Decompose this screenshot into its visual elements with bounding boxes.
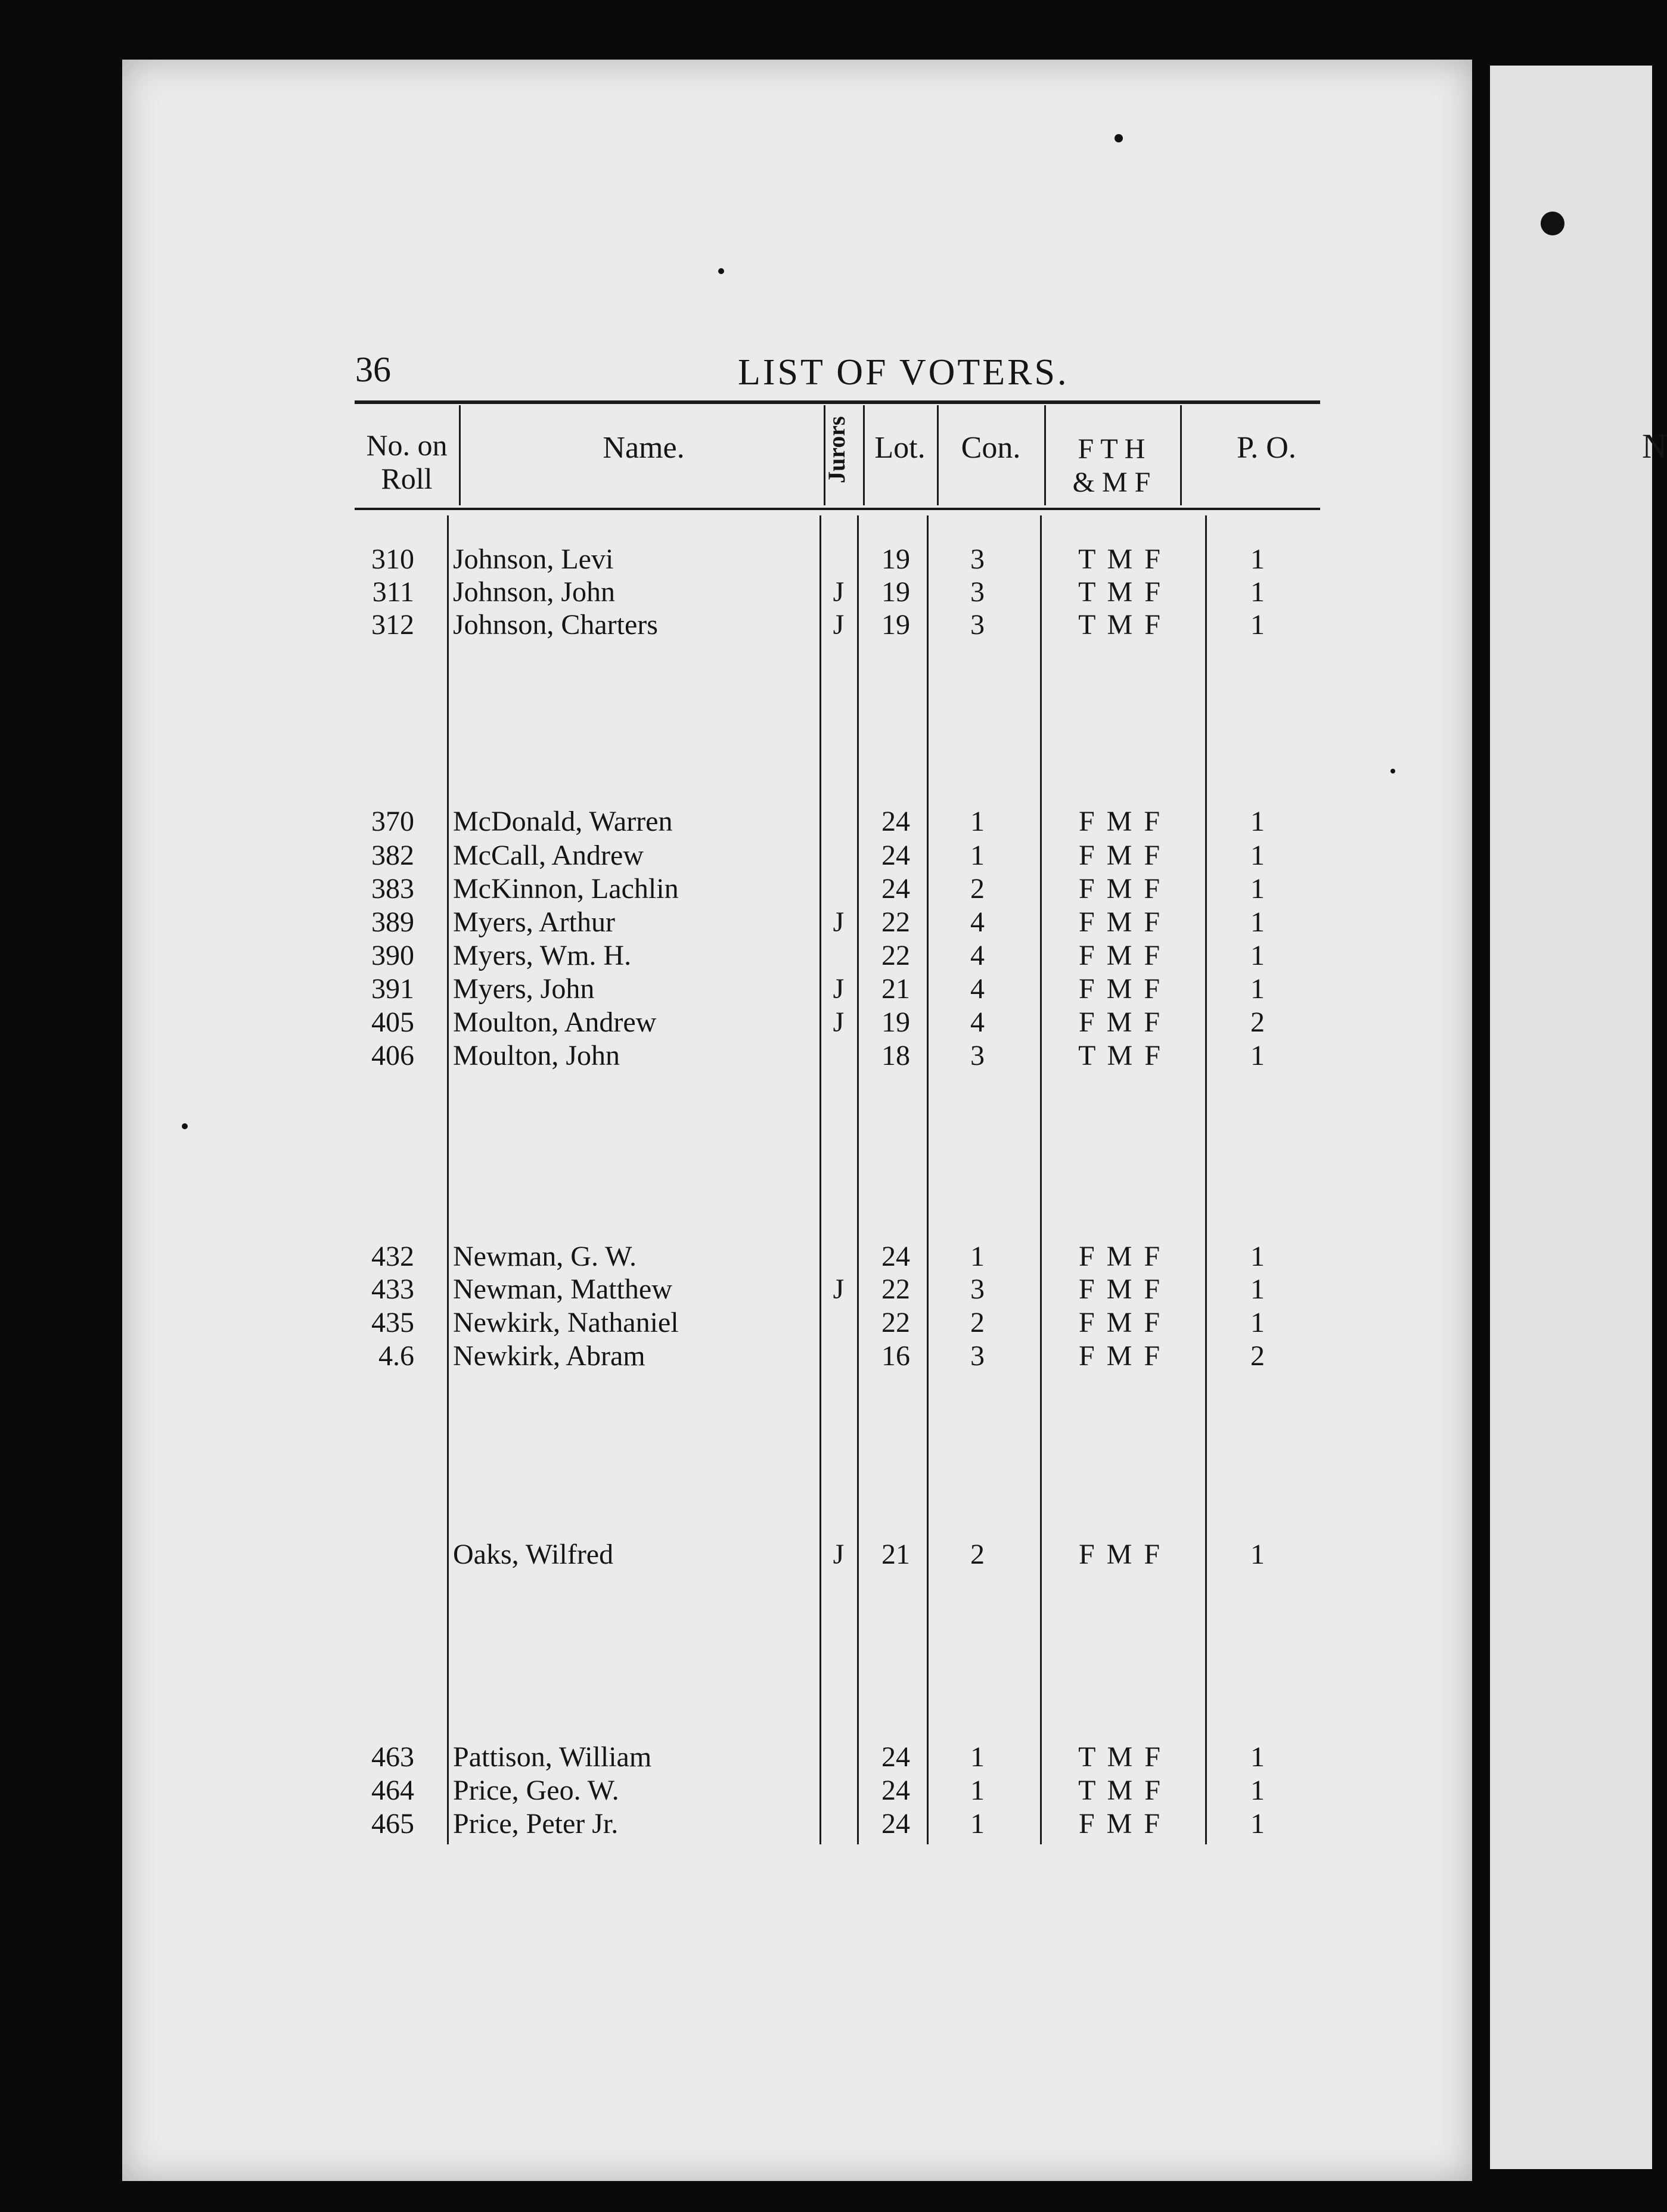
con-number: 1 (970, 1741, 985, 1773)
ftmhf-code: F M F (1078, 1241, 1163, 1272)
header-jurors: Jurors (823, 416, 850, 484)
juror-mark: J (833, 609, 845, 641)
lot-number: 21 (881, 1539, 910, 1570)
voter-name: McCall, Andrew (453, 840, 644, 871)
voter-name: Oaks, Wilfred (453, 1539, 614, 1570)
con-number: 3 (970, 576, 985, 608)
con-number: 1 (970, 1775, 985, 1806)
con-number: 3 (970, 1040, 985, 1071)
voter-name: Price, Peter Jr. (453, 1808, 619, 1840)
roll-number: 405 (371, 1006, 414, 1038)
body-column-rule (927, 515, 929, 1844)
roll-number: 391 (371, 973, 414, 1005)
lot-number: 22 (881, 906, 910, 938)
roll-number: 383 (371, 873, 414, 905)
roll-number: 432 (371, 1241, 414, 1272)
roll-number: 311 (372, 576, 414, 608)
header-column-rule (1044, 405, 1046, 505)
po-number: 1 (1250, 873, 1265, 905)
roll-number: 463 (371, 1741, 414, 1773)
ftmhf-code: F M F (1078, 873, 1163, 905)
lot-number: 21 (881, 973, 910, 1005)
po-number: 2 (1250, 1340, 1265, 1372)
juror-mark: J (833, 1006, 845, 1038)
voter-name: Newkirk, Nathaniel (453, 1307, 679, 1338)
con-number: 1 (970, 1808, 985, 1840)
header-column-rule (459, 405, 461, 505)
body-column-rule (1040, 515, 1042, 1844)
voter-name: Price, Geo. W. (453, 1775, 619, 1806)
lot-number: 19 (881, 576, 910, 608)
lot-number: 24 (881, 1241, 910, 1272)
header-column-rule (1180, 405, 1182, 505)
roll-number: 433 (371, 1273, 414, 1305)
voter-name: Johnson, John (453, 576, 616, 608)
voter-name: Myers, Arthur (453, 906, 615, 938)
roll-number: 310 (371, 543, 414, 575)
po-number: 1 (1250, 1040, 1265, 1071)
lot-number: 16 (881, 1340, 910, 1372)
header-name: Name. (603, 431, 685, 465)
juror-mark: J (833, 1273, 845, 1305)
speck (1115, 134, 1123, 142)
roll-number: 464 (371, 1775, 414, 1806)
con-number: 4 (970, 1006, 985, 1038)
voter-name: Newman, Matthew (453, 1273, 672, 1305)
roll-number: 370 (371, 806, 414, 837)
page-number: 36 (355, 350, 391, 389)
ftmhf-code: F M F (1078, 973, 1163, 1005)
po-number: 1 (1250, 840, 1265, 871)
voter-name: Newkirk, Abram (453, 1340, 645, 1372)
con-number: 1 (970, 1241, 985, 1272)
lot-number: 19 (881, 543, 910, 575)
roll-number: 390 (371, 940, 414, 971)
ftmhf-code: T M F (1078, 609, 1163, 641)
roll-number: 4.6 (378, 1340, 414, 1372)
ftmhf-code: T M F (1078, 576, 1163, 608)
header-po: P. O. (1237, 431, 1296, 465)
lot-number: 24 (881, 806, 910, 837)
lot-number: 18 (881, 1040, 910, 1071)
con-number: 1 (970, 840, 985, 871)
po-number: 1 (1250, 906, 1265, 938)
po-number: 1 (1250, 1539, 1265, 1570)
voter-name: Myers, Wm. H. (453, 940, 632, 971)
speck (718, 268, 724, 274)
header-roll-line2: Roll (381, 462, 433, 495)
body-column-rule (1205, 515, 1207, 1844)
con-number: 4 (970, 906, 985, 938)
ftmhf-code: F M F (1078, 1006, 1163, 1038)
juror-mark: J (833, 1539, 845, 1570)
con-number: 3 (970, 1340, 985, 1372)
roll-number: 312 (371, 609, 414, 641)
lot-number: 19 (881, 609, 910, 641)
con-number: 2 (970, 873, 985, 905)
ftmhf-code: T M F (1078, 1040, 1163, 1071)
po-number: 1 (1250, 543, 1265, 575)
po-number: 1 (1250, 1741, 1265, 1773)
po-number: 1 (1250, 1273, 1265, 1305)
page-title: LIST OF VOTERS. (738, 352, 1069, 393)
speck (1541, 212, 1564, 235)
body-column-rule (447, 515, 449, 1844)
facing-page-edge (1490, 66, 1652, 2169)
po-number: 1 (1250, 576, 1265, 608)
po-number: 1 (1250, 940, 1265, 971)
con-number: 3 (970, 609, 985, 641)
con-number: 3 (970, 1273, 985, 1305)
facing-page-letter: N (1642, 427, 1667, 465)
ftmhf-code: F M F (1078, 1539, 1163, 1570)
roll-number: 389 (371, 906, 414, 938)
con-number: 4 (970, 973, 985, 1005)
po-number: 1 (1250, 1775, 1265, 1806)
juror-mark: J (833, 906, 845, 938)
header-con: Con. (961, 431, 1021, 465)
ftmhf-code: F M F (1078, 906, 1163, 938)
ftmhf-code: F M F (1078, 1307, 1163, 1338)
lot-number: 24 (881, 1808, 910, 1840)
header-bottom-rule (355, 508, 1320, 510)
juror-mark: J (833, 973, 845, 1005)
header-lot: Lot. (874, 431, 926, 465)
con-number: 2 (970, 1539, 985, 1570)
po-number: 1 (1250, 1808, 1265, 1840)
voter-name: Moulton, Andrew (453, 1006, 657, 1038)
con-number: 4 (970, 940, 985, 971)
ftmhf-code: T M F (1078, 1775, 1163, 1806)
lot-number: 24 (881, 873, 910, 905)
speck (182, 1123, 188, 1129)
lot-number: 24 (881, 1775, 910, 1806)
body-column-rule (857, 515, 859, 1844)
ftmhf-code: F M F (1078, 1808, 1163, 1840)
voter-name: Pattison, William (453, 1741, 652, 1773)
voter-name: Johnson, Levi (453, 543, 614, 575)
speck (1390, 769, 1395, 773)
juror-mark: J (833, 576, 845, 608)
po-number: 1 (1250, 806, 1265, 837)
header-roll-line1: No. on (366, 428, 448, 462)
roll-number: 465 (371, 1808, 414, 1840)
ftmhf-code: T M F (1078, 543, 1163, 575)
ftmhf-code: F M F (1078, 1273, 1163, 1305)
con-number: 2 (970, 1307, 985, 1338)
ftmhf-code: F M F (1078, 840, 1163, 871)
po-number: 2 (1250, 1006, 1265, 1038)
voter-name: McDonald, Warren (453, 806, 673, 837)
po-number: 1 (1250, 973, 1265, 1005)
con-number: 1 (970, 806, 985, 837)
header-ftmhf-line1: F T H (1078, 433, 1146, 465)
roll-number: 406 (371, 1040, 414, 1071)
roll-number: 382 (371, 840, 414, 871)
po-number: 1 (1250, 1241, 1265, 1272)
voter-name: Newman, G. W. (453, 1241, 637, 1272)
voter-name: Myers, John (453, 973, 595, 1005)
body-column-rule (819, 515, 821, 1844)
header-ftmhf-line2: & M F (1072, 467, 1151, 498)
voter-name: Moulton, John (453, 1040, 620, 1071)
ftmhf-code: F M F (1078, 940, 1163, 971)
po-number: 1 (1250, 609, 1265, 641)
po-number: 1 (1250, 1307, 1265, 1338)
lot-number: 24 (881, 1741, 910, 1773)
voter-name: Johnson, Charters (453, 609, 658, 641)
lot-number: 22 (881, 1307, 910, 1338)
roll-number: 435 (371, 1307, 414, 1338)
lot-number: 19 (881, 1006, 910, 1038)
lot-number: 24 (881, 840, 910, 871)
lot-number: 22 (881, 1273, 910, 1305)
con-number: 3 (970, 543, 985, 575)
voter-name: McKinnon, Lachlin (453, 873, 679, 905)
lot-number: 22 (881, 940, 910, 971)
ftmhf-code: F M F (1078, 806, 1163, 837)
ftmhf-code: F M F (1078, 1340, 1163, 1372)
ftmhf-code: T M F (1078, 1741, 1163, 1773)
